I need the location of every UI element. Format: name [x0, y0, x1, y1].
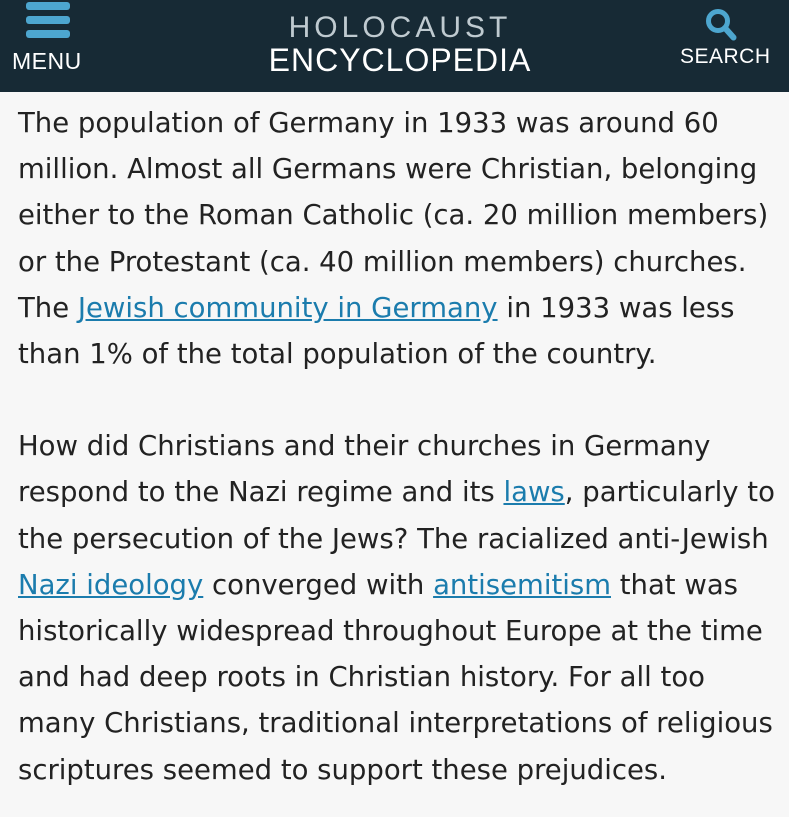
logo-holocaust[interactable]: HOLOCAUST — [288, 11, 512, 44]
paragraph-text: in 1933 was less than 1% of the total population of the country. — [18, 291, 735, 371]
search-label[interactable]: SEARCH — [680, 45, 771, 68]
paragraph-population — [18, 100, 783, 377]
link-antisemitism[interactable]: antisemitism — [433, 568, 611, 601]
link-laws[interactable]: laws — [503, 476, 565, 509]
link-jewish-community-in-germany[interactable]: Jewish community in Germany — [77, 291, 498, 324]
paragraph-text: The population of Germany in 1933 was around 60 million. Almost all Germans were Christian, belonging either to the Roman Catholic (ca. 20 million members) or the Protestant (ca. 40 million members) churches. The — [18, 107, 769, 324]
site-header — [0, 0, 789, 92]
paragraph-christian-response — [18, 423, 783, 793]
link-nazi-ideology[interactable]: Nazi ideology — [18, 568, 204, 601]
paragraph-text: , particularly to the persecution of the Jews? The racialized anti-Jewish — [18, 476, 775, 555]
article-body — [18, 100, 783, 793]
paragraph-text: that was historically widespread throughout Europe at the time and had deep roots in Christian history. For all too many Christians, traditional interpretations of religious scriptures seemed to support these prejudices. — [18, 568, 773, 786]
logo-encyclopedia[interactable]: ENCYCLOPEDIA — [268, 42, 532, 78]
search-button[interactable] — [672, 0, 772, 92]
hamburger-icon[interactable] — [26, 2, 70, 40]
menu-label[interactable]: MENU — [12, 48, 82, 74]
magnifier-icon[interactable] — [705, 8, 737, 42]
paragraph-text: How did Christians and their churches in Germany respond to the Nazi regime and its — [18, 430, 711, 509]
paragraph-text: converged with — [203, 568, 434, 601]
site-logo[interactable] — [230, 12, 570, 76]
menu-button[interactable] — [0, 0, 100, 92]
